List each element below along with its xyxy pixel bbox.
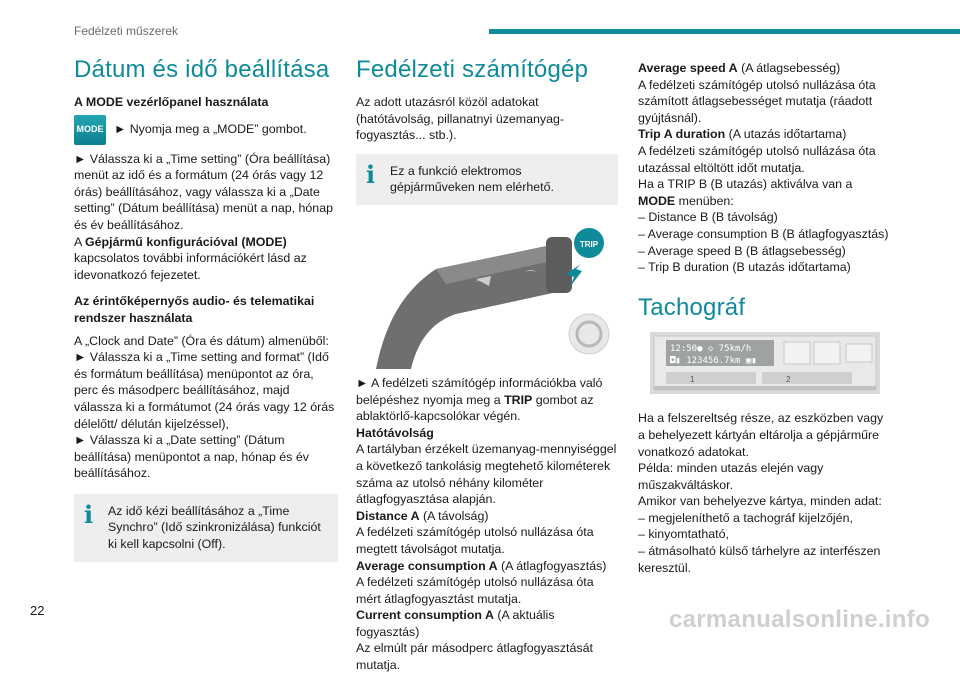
heading-trip-a-duration [638, 126, 890, 143]
vehicle-config-pre: A [74, 234, 86, 249]
list-item: – megjeleníthető a tachográf kijelzőjén, [638, 510, 853, 525]
trip-b-pre: Ha a TRIP B (B utazás) aktiválva van a [638, 177, 853, 192]
heading-avg-consumption-a [356, 558, 618, 575]
range-description: A tartályban érzékelt üzemanyag-mennyiséggel a következő tankolásig megtehető kilométerek száma az utolsó néhány kilométer átlagfogyasztása alapján. [356, 442, 617, 507]
trip-instr-post: gombot az ablaktörlő-kapcsolókar végén. [356, 392, 594, 424]
distance-a-rest: (A távolság) [419, 508, 489, 523]
clock-date-submenu: A „Clock and Date” (Óra és dátum) almenüből: [74, 333, 329, 348]
trip-a-duration-description: A fedélzeti számítógép utolsó nullázása óta utazással eltöltött időt mutatja. [638, 143, 876, 175]
vehicle-config-rest: kapcsolatos további információkért lásd az idevonatkozó fejezetet. [74, 251, 307, 282]
column-date-time [74, 56, 338, 568]
list-item: – kinyomtatható, [638, 527, 729, 542]
wiper-stalk-illustration [356, 219, 618, 369]
trip-b-intro [638, 176, 890, 209]
current-consumption-a-bold: Current consumption A [356, 608, 494, 623]
tachograph-image [650, 332, 880, 394]
trip-instr-bold: TRIP [504, 392, 533, 407]
running-header: Fedélzeti műszerek [74, 24, 179, 38]
header-accent-bar [489, 29, 960, 34]
wiper-stalk-image [356, 219, 618, 369]
list-item: – Average consumption B (B átlagfogyasztás) [638, 226, 889, 241]
avg-speed-a-bold: Average speed A [638, 61, 738, 75]
tacho-display-line1: 12:50● ◇ 75km/h [670, 343, 752, 354]
info-note-time-synchro [74, 494, 338, 562]
distance-a-description: A fedélzeti számítógép utolsó nullázása óta megtett távolságot mutatja. [356, 525, 594, 556]
vehicle-config-bold: Gépjármű konfigurációval (MODE) [85, 234, 287, 249]
instruction-time-date-setting: ► Válassza ki a „Time setting” (Óra beállítása) menüt az idő és a formátum (24 órás vagy 12 órás) beállításához, vagy válassza ki a „Date setting” (Dátum beállítása) menüt a nap, hónap és év beállításához. [74, 151, 333, 232]
tacho-display-line2: ◘▮ 123456.7km ▣▮ [670, 355, 757, 366]
distance-a-bold: Distance A [356, 508, 420, 523]
avg-consumption-a-bold: Average consumption A [356, 558, 498, 573]
trip-b-post: menüben: [675, 193, 734, 208]
list-item: – Average speed B (B átlagsebesség) [638, 243, 846, 258]
tachograph-description: Ha a felszereltség része, az eszközben vagy a behelyezett kártyán eltárolja a gépjárműre vonatkozó adatokat. [638, 411, 884, 459]
instruction-time-format: ► Válassza ki a „Time setting and format” (Idő és formátum beállítása) menüpontot az óra, perc és másodperc beállításához, majd válassza ki a formátumot (24 órás vagy 12 órás délelőtt/ délután kijelzéssel), [74, 350, 335, 431]
column-trip-b-tachograph [638, 60, 890, 576]
current-consumption-a-description: Az elmúlt pár másodperc átlagfogyasztását mutatja. [356, 641, 593, 673]
instruction-date-setting: ► Válassza ki a „Date setting” (Dátum beállítása) menüpontot a nap, hónap és év beállításához. [74, 433, 309, 481]
avg-speed-a-description: A fedélzeti számítógép utolsó nullázása óta számított átlagsebességet mutatja (ráadott gyújtásnál). [638, 77, 876, 125]
note-text: Ez a funkció elektromos gépjárműveken nem elérhető. [390, 163, 554, 195]
svg-text:⌒: ⌒ [476, 280, 486, 292]
note-text: Az idő kézi beállításához a „Time Synchro” (Idő szinkronizálása) funkciót ki kell kapcsolni (Off). [108, 503, 321, 552]
mode-button-icon: MODE [74, 115, 106, 145]
trip-b-mode-bold: MODE [638, 193, 676, 208]
info-note-electric [356, 154, 618, 205]
section-title-trip-computer: Fedélzeti számítógép [356, 56, 589, 83]
avg-consumption-a-rest: (A átlagfogyasztás) [497, 558, 607, 573]
heading-current-consumption-a [356, 607, 618, 640]
heading-avg-speed-a [638, 60, 890, 77]
heading-distance-a [356, 508, 618, 525]
list-item: – átmásolható külső tárhelyre az interfészen keresztül. [638, 544, 881, 575]
trip-a-duration-rest: (A utazás időtartama) [725, 127, 847, 142]
tacho-slot-2-label: 2 [786, 374, 791, 384]
subheading-touchscreen: Az érintőképernyős audio- és telematikai rendszer használata [74, 294, 315, 325]
trip-computer-intro: Az adott utazásról közöl adatokat (hatótávolság, pillanatnyi üzemanyag-fogyasztás... stb.). [356, 95, 565, 143]
page-number: 22 [30, 603, 45, 618]
svg-text:⌒: ⌒ [526, 270, 536, 282]
tachograph-example: Példa: minden utazás elején vagy műszakváltáskor. [638, 461, 824, 492]
tacho-slot-1-label: 1 [690, 374, 695, 384]
info-icon: i [84, 499, 94, 529]
trip-badge-label: TRIP [579, 239, 599, 249]
list-item: – Distance B (B távolság) [638, 210, 778, 225]
tachograph-card-list [638, 510, 890, 576]
tachograph-card-intro: Amikor van behelyezve kártya, minden adat: [638, 494, 882, 509]
tachograph-illustration [650, 332, 890, 399]
vehicle-config-reference [74, 234, 338, 284]
avg-consumption-a-description: A fedélzeti számítógép utolsó nullázása óta mért átlagfogyasztást mutatja. [356, 575, 594, 606]
trip-button-instruction [356, 375, 618, 425]
list-item: – Trip B duration (B utazás időtartama) [638, 260, 851, 275]
trip-a-duration-bold: Trip A duration [638, 127, 726, 142]
section-title-tachograph: Tachográf [638, 293, 746, 321]
trip-instr-pre: ► A fedélzeti számítógép információkba való belépéshez nyomja meg a [356, 375, 603, 407]
mode-step-text: ► Nyomja meg a „MODE” gombot. [114, 122, 307, 137]
current-consumption-a-rest: (A aktuális fogyasztás) [356, 608, 555, 639]
heading-range [356, 425, 618, 442]
watermark: carmanualsonline.info [668, 606, 930, 633]
range-bold: Hatótávolság [356, 425, 434, 440]
subheading-mode-panel: A MODE vezérlőpanel használata [74, 95, 269, 109]
mode-step-row [74, 115, 338, 145]
trip-b-list [638, 209, 890, 275]
column-trip-computer [356, 56, 618, 674]
info-icon: i [366, 159, 376, 189]
avg-speed-a-rest: (A átlagsebesség) [737, 61, 841, 75]
section-title-date-time: Dátum és idő beállítása [74, 56, 330, 83]
